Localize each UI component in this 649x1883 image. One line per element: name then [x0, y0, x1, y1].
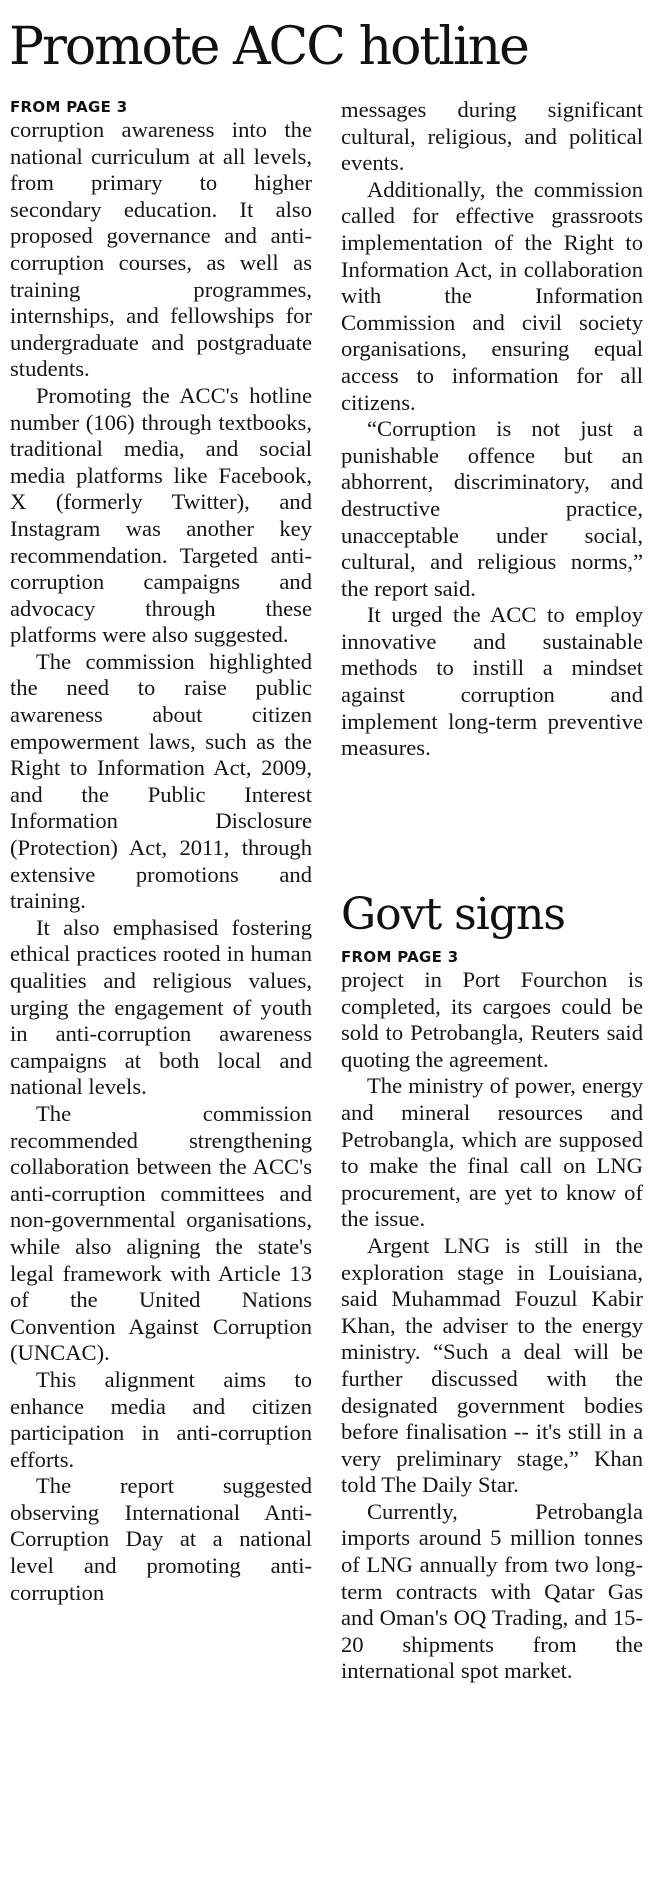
- story1-kicker: FROM PAGE 3: [10, 98, 128, 116]
- story1-right-column: [341, 97, 643, 762]
- paragraph: Promoting the ACC's hotline number (106) through textbooks, traditional media, and social media platforms like Facebook, X (formerly Twitter), and Instagram was another key recommendation. Targeted anti-corruption campaigns and advocacy through these platforms were also suggested.: [10, 382, 312, 648]
- paragraph: It also emphasised fostering ethical practices rooted in human qualities and religious values, urging the engagement of youth in anti-corruption awareness campaigns at both local and national levels.: [10, 914, 312, 1100]
- paragraph: messages during significant cultural, religious, and political events.: [341, 97, 643, 176]
- paragraph: Additionally, the commission called for effective grassroots implementation of the Right to Information Act, in collaboration with the Information Commission and civil society organisations, ensuring equal access to information for all citizens.: [341, 176, 643, 415]
- paragraph: The commission highlighted the need to raise public awareness about citizen empowerment laws, such as the Right to Information Act, 2009, and the Public Interest Information Disclosure (Protection) Act, 2011, through extensive promotions and training.: [10, 648, 312, 914]
- paragraph: The report suggested observing International Anti-Corruption Day at a national level and promoting anti-corruption: [10, 1473, 312, 1605]
- story1-headline: Promote ACC hotline: [9, 17, 528, 77]
- paragraph: corruption awareness into the national curriculum at all levels, from primary to higher secondary education. It also proposed governance and anti-corruption courses, as well as training programmes, internships, and fellowships for undergraduate and postgraduate students.: [10, 117, 312, 382]
- paragraph: The ministry of power, energy and mineral resources and Petrobangla, which are supposed to make the final call on LNG procurement, are yet to know of the issue.: [341, 1073, 643, 1232]
- story2-column: [341, 948, 643, 1685]
- paragraph: Argent LNG is still in the exploration stage in Louisiana, said Muhammad Fouzul Kabir Khan, the adviser to the energy ministry. “Such a deal will be further discussed with the designated government bodies before finalisation -- it's still in a very preliminary stage,” Khan told The Daily Star.: [341, 1232, 643, 1498]
- paragraph: project in Port Fourchon is completed, its cargoes could be sold to Petrobangla, Reuters said quoting the agreement.: [341, 967, 643, 1072]
- story2-headline: Govt signs: [341, 889, 565, 940]
- story1-left-column: [10, 98, 312, 1606]
- paragraph: This alignment aims to enhance media and citizen participation in anti-corruption efforts.: [10, 1366, 312, 1472]
- story2-kicker: FROM PAGE 3: [341, 948, 459, 966]
- paragraph: It urged the ACC to employ innovative and sustainable methods to instill a mindset against corruption and implement long-term preventive measures.: [341, 602, 643, 761]
- paragraph: The commission recommended strengthening collaboration between the ACC's anti-corruption committees and non-governmental organisations, while also aligning the state's legal framework with Article 13 of the United Nations Convention Against Corruption (UNCAC).: [10, 1100, 312, 1366]
- paragraph: Currently, Petrobangla imports around 5 million tonnes of LNG annually from two long-term contracts with Qatar Gas and Oman's OQ Trading, and 15-20 shipments from the international spot market.: [341, 1498, 643, 1684]
- paragraph: “Corruption is not just a punishable offence but an abhorrent, discriminatory, and destructive practice, unacceptable under social, cultural, and religious norms,” the report said.: [341, 416, 643, 601]
